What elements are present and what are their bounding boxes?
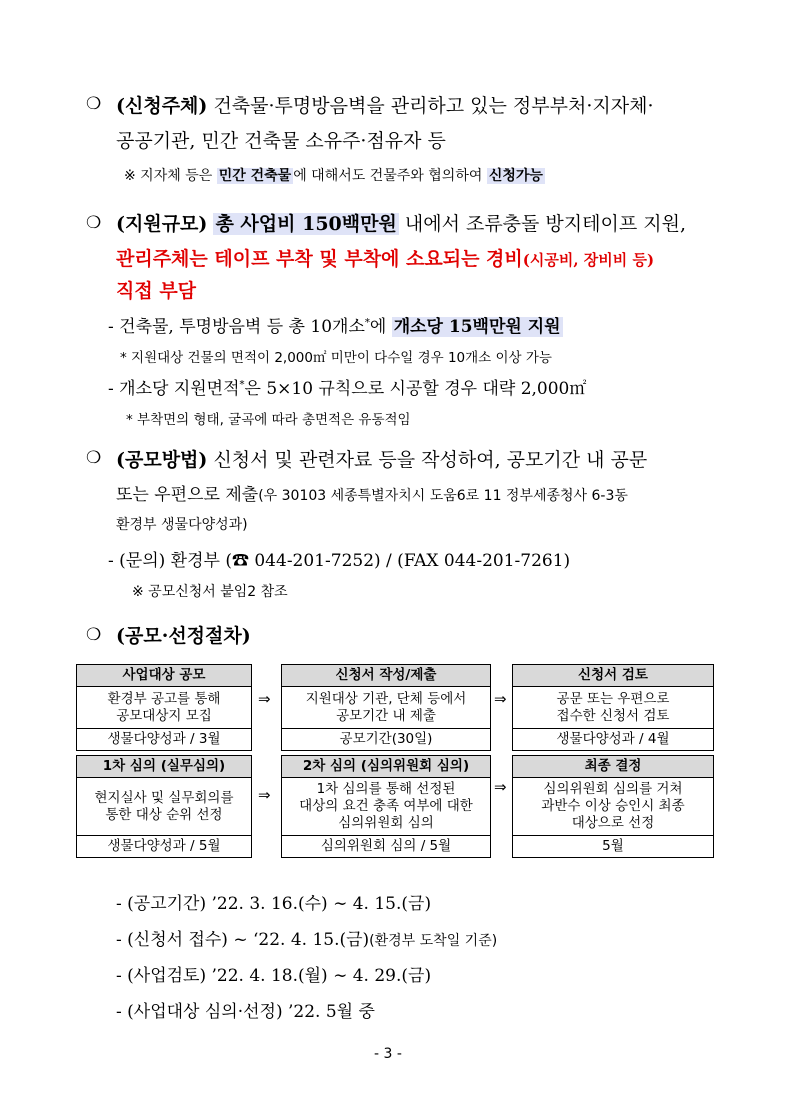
- section-support: [116, 209, 686, 236]
- box-title: 2차 심의 (심의위원회 심의): [282, 756, 490, 778]
- box-body-line: 대상의 요건 충족 여부에 대한: [299, 798, 473, 814]
- bullet-icon: ❍: [86, 448, 102, 468]
- process-box: [281, 664, 491, 751]
- arrow-right-icon: ⇒: [258, 786, 271, 804]
- box-title: 신청서 검토: [513, 665, 713, 687]
- box-body-line: 현지실사 및 실무회의를: [94, 789, 234, 806]
- highlight: 개소당 15백만원 지원: [393, 317, 561, 337]
- box-body-line: 환경부 공고를 통해: [107, 690, 221, 707]
- box-body-line: 심의위원회 심의를 거쳐: [543, 781, 683, 797]
- red-text: 관리주체는 테이프 부착 및 부착에 소요되는 경비: [116, 248, 523, 270]
- box-footer: 생물다양성과 / 3월: [107, 731, 221, 747]
- box-body: [513, 687, 713, 729]
- note: * 지원대상 건물의 면적이 2,000㎡ 미만이 다수일 경우 10개소 이상 가능: [120, 350, 552, 366]
- box-body-line: 통한 대상 순위 선정: [105, 806, 223, 823]
- box-body-line: 1차 심의를 통해 선정된: [316, 781, 456, 797]
- box-body-line: 공모기간 내 제출: [336, 707, 436, 724]
- contact: - (문의) 환경부 (☎ 044-201-7252) / (FAX 044-201-7261): [108, 551, 571, 571]
- highlight: 총 사업비 150백만원: [215, 213, 397, 235]
- box-body-line: 공모대상지 모집: [116, 707, 212, 724]
- box-title: 1차 심의 (실무심의): [77, 756, 251, 778]
- arrow-right-icon: ⇒: [258, 690, 271, 708]
- process-box: [512, 664, 714, 751]
- section-label: (지원규모): [116, 213, 208, 235]
- section-text: 내에서 조류충돌 방지테이프 지원,: [398, 213, 686, 235]
- sub-text: - 개소당 지원면적: [108, 379, 240, 399]
- section-text: 또는 우편으로 제출: [116, 485, 259, 505]
- box-body: [282, 778, 490, 836]
- process-box: [76, 664, 252, 751]
- box-body-line: 공문 또는 우편으로: [556, 690, 670, 707]
- note-text: 에 대해서도 건물주와 협의하여: [293, 168, 487, 184]
- box-body: [513, 778, 713, 836]
- red-line: [116, 244, 654, 271]
- schedule-text: - (신청서 접수) ~ ‘22. 4. 15.(금): [116, 930, 370, 950]
- address: (우 30103 세종특별자치시 도움6로 11 정부세종청사 6-3동: [258, 488, 628, 504]
- section-label: (신청주체): [116, 95, 208, 117]
- sub-text: 은 5×10 규칙으로 시공할 경우 대략 2,000㎡: [244, 379, 587, 399]
- process-box: [512, 755, 714, 858]
- box-body: [77, 778, 251, 836]
- bullet-icon: ❍: [86, 625, 102, 645]
- process-box: [281, 755, 491, 858]
- section-method: [116, 445, 647, 472]
- sub-text: - 건축물, 투명방음벽 등 총 10개소: [108, 317, 365, 337]
- box-footer: 생물다양성과 / 4월: [556, 731, 670, 747]
- box-title: 사업대상 공모: [77, 665, 251, 687]
- section-text-line2: [116, 480, 628, 505]
- section-label: (공모·선정절차): [116, 625, 251, 647]
- box-body-line: 지원대상 기관, 단체 등에서: [305, 690, 467, 707]
- highlight: 민간 건축물: [218, 168, 292, 184]
- sub-text: 에: [369, 317, 392, 337]
- section-applicant: [116, 91, 653, 118]
- sub-item: [108, 312, 563, 337]
- schedule-item: [116, 925, 497, 950]
- box-body-line: 과반수 이상 승인시 최종: [541, 798, 685, 814]
- box-body-line: 접수한 신청서 검토: [556, 707, 670, 724]
- page-number: - 3 -: [374, 1046, 402, 1062]
- section-label: (공모방법): [116, 449, 208, 471]
- schedule-item: - (사업대상 심의·선정) ’22. 5월 중: [116, 1002, 375, 1022]
- schedule-item: - (공고기간) ’22. 3. 16.(수) ∼ 4. 15.(금): [116, 894, 432, 914]
- highlight: 신청가능: [488, 168, 543, 184]
- red-line: 직접 부담: [116, 280, 197, 302]
- address-line: 환경부 생물다양성과): [116, 517, 248, 533]
- box-body-line: 심의위원회 심의: [338, 815, 434, 831]
- box-footer: 공모기간(30일): [339, 731, 433, 747]
- note-text: ※ 지자체 등은: [124, 168, 217, 184]
- box-footer: 5월: [602, 838, 624, 854]
- box-body: [77, 687, 251, 729]
- arrow-right-icon: ⇒: [494, 778, 507, 796]
- box-footer: 생물다양성과 / 5월: [107, 838, 221, 854]
- note: ※ 공모신청서 붙임2 참조: [132, 584, 288, 600]
- box-footer: 심의위원회 심의 / 5월: [320, 838, 452, 854]
- box-title: 신청서 작성/제출: [282, 665, 490, 687]
- section-text-line2: 공공기관, 민간 건축물 소유주·점유자 등: [116, 130, 446, 152]
- section-text: 건축물·투명방음벽을 관리하고 있는 정부부처·지자체·: [213, 95, 654, 117]
- bullet-icon: ❍: [86, 94, 102, 114]
- note: [124, 165, 545, 185]
- note: * 부착면의 형태, 굴곡에 따라 총면적은 유동적임: [126, 412, 411, 428]
- red-text: (시공비, 장비비 등): [522, 251, 655, 269]
- star: *: [239, 379, 245, 391]
- schedule-note: (환경부 도착일 기준): [369, 933, 498, 949]
- process-box: [76, 755, 252, 858]
- arrow-right-icon: ⇒: [494, 690, 507, 708]
- box-title: 최종 결정: [513, 756, 713, 778]
- section-text: 신청서 및 관련자료 등을 작성하여, 공모기간 내 공문: [213, 449, 648, 471]
- box-body-line: 대상으로 선정: [571, 815, 655, 831]
- schedule-item: - (사업검토) ’22. 4. 18.(월) ∼ 4. 29.(금): [116, 966, 432, 986]
- sub-item: [108, 374, 586, 399]
- bullet-icon: ❍: [86, 213, 102, 233]
- box-body: [282, 687, 490, 729]
- star: *: [364, 317, 370, 329]
